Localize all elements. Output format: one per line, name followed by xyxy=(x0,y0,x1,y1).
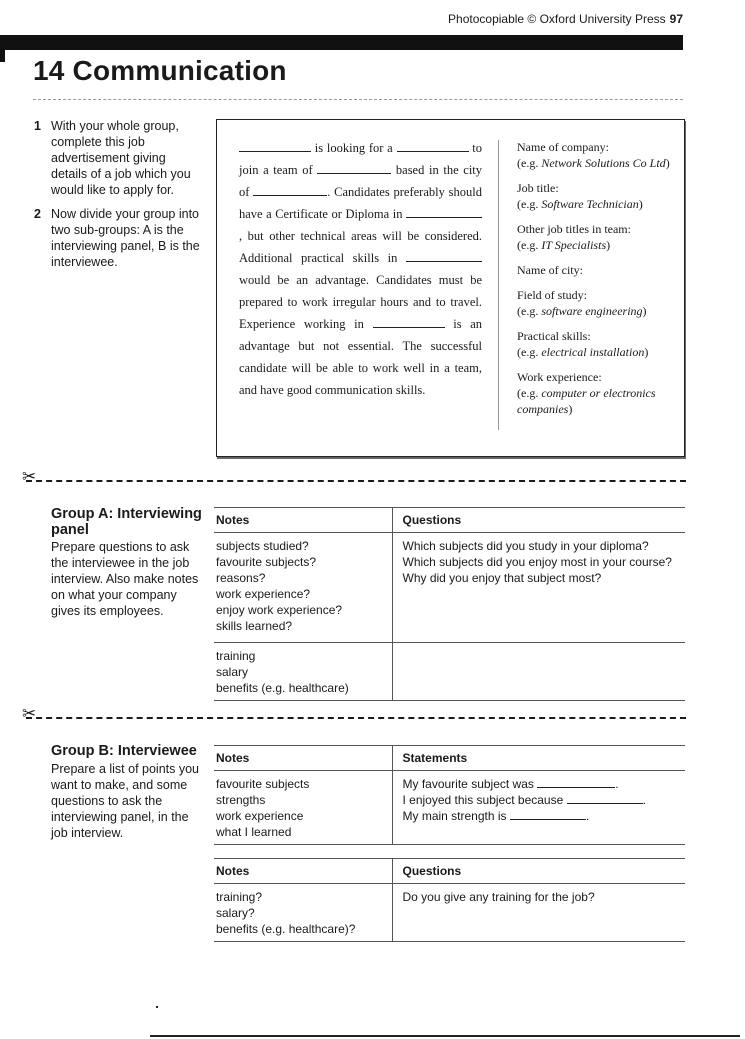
page-number: 97 xyxy=(669,12,683,26)
prompt-example: IT Specialists xyxy=(541,238,607,252)
prompt-eg: (e.g. xyxy=(517,238,542,252)
list-item: training xyxy=(216,649,256,663)
blank-field[interactable] xyxy=(537,778,615,788)
list-item: benefits (e.g. healthcare) xyxy=(216,681,349,695)
list-item: enjoy work experience? xyxy=(216,603,343,617)
notes-cell[interactable] xyxy=(214,884,392,942)
advert-fragment: is looking for a xyxy=(314,141,393,155)
prompt-field xyxy=(517,287,677,319)
blank-company[interactable] xyxy=(239,141,311,152)
cut-line xyxy=(26,480,686,482)
advert-fragment: based in the xyxy=(395,163,459,177)
prompt-label: Other job titles in team: xyxy=(517,222,631,236)
notes-cell[interactable] xyxy=(214,533,392,643)
col-header-notes: Notes xyxy=(214,746,392,771)
list-item: training? xyxy=(216,890,263,904)
col-header-statements: Statements xyxy=(392,746,685,771)
notes-cell[interactable] xyxy=(214,643,392,701)
prompt-example: Network Solutions Co Ltd xyxy=(541,156,666,170)
list-item: what I learned xyxy=(216,825,292,839)
blank-field-of-study[interactable] xyxy=(406,207,482,218)
list-item: work experience? xyxy=(216,587,311,601)
list-item: salary? xyxy=(216,906,255,920)
prompt-close: ) xyxy=(665,156,670,170)
instruction-number: 1 xyxy=(34,119,41,133)
title-divider xyxy=(33,99,683,100)
top-bar-tick xyxy=(0,35,5,62)
list-item: reasons? xyxy=(216,571,266,585)
statement-text: I enjoyed this subject because xyxy=(402,793,564,807)
prompt-eg: (e.g. xyxy=(517,304,542,318)
prompt-close: ) xyxy=(642,304,647,318)
blank-field[interactable] xyxy=(567,794,643,804)
prompt-label: Work experience: xyxy=(517,370,602,384)
prompt-team xyxy=(517,221,677,253)
list-item: strengths xyxy=(216,793,266,807)
publisher-credit: Photocopiable © Oxford University Press xyxy=(448,12,666,26)
blank-field[interactable] xyxy=(510,810,586,820)
instruction-2 xyxy=(34,206,204,270)
col-header-questions: Questions xyxy=(392,508,685,533)
group-b-instructions: Prepare a list of points you want to make, and some questions to ask the interviewing panel, in the job interview. xyxy=(51,762,199,840)
advert-fragment: . Candidates preferably should have a Certificate or Diploma in xyxy=(239,185,483,221)
prompt-example: software engineering xyxy=(541,304,643,318)
prompt-company xyxy=(517,139,677,171)
prompt-label: Job title: xyxy=(517,181,559,195)
advert-prompts xyxy=(517,139,677,426)
list-item: work experience xyxy=(216,809,304,823)
page-title: 14 Communication xyxy=(33,55,287,86)
questions-cell[interactable] xyxy=(392,643,685,701)
bottom-rule xyxy=(150,1035,740,1037)
group-a-instructions: Prepare questions to ask the interviewee in the job interview. Also make notes on what your company gives its employees. xyxy=(51,540,199,618)
blank-practical-skills[interactable] xyxy=(406,251,482,262)
prompt-eg: (e.g. xyxy=(517,197,542,211)
prompt-close: ) xyxy=(638,197,643,211)
list-item: Which subjects did you enjoy most in your course? xyxy=(402,555,672,569)
group-a-heading: Group A: Interviewing panel xyxy=(51,506,202,538)
list-item: My main strength is . xyxy=(402,809,590,823)
prompt-job-title xyxy=(517,180,677,212)
page-header xyxy=(448,12,683,26)
statements-cell[interactable] xyxy=(392,771,685,845)
advert-fragment: would be an advantage. Candidates must be prepared to work irregular hours and to travel. Experience working in xyxy=(239,273,482,331)
list-item: subjects studied? xyxy=(216,539,309,553)
list-item: salary xyxy=(216,665,249,679)
prompt-example: computer or electronics companies xyxy=(517,386,656,416)
prompt-example: Software Technician xyxy=(541,197,639,211)
instruction-text: Now divide your group into two sub-groups: A is the interviewing panel, B is the interviewee. xyxy=(51,207,200,269)
col-header-notes: Notes xyxy=(214,508,392,533)
top-bar xyxy=(0,35,683,50)
advert-fragment: to join a team of xyxy=(239,141,482,177)
list-item: skills learned? xyxy=(216,619,293,633)
list-item: Which subjects did you study in your diploma? xyxy=(402,539,649,553)
statement-text: My favourite subject was xyxy=(402,777,534,791)
group-a-table xyxy=(214,507,685,701)
advert-fragment: city of xyxy=(239,163,483,199)
instruction-text: With your whole group, complete this job advertisement giving details of a job which you would like to apply for. xyxy=(51,119,191,197)
prompt-example: electrical installation xyxy=(541,345,645,359)
questions-cell[interactable] xyxy=(392,884,685,942)
list-item: I enjoyed this subject because . xyxy=(402,793,646,807)
statement-text: My main strength is xyxy=(402,809,507,823)
advert-text xyxy=(239,137,482,401)
list-item: My favourite subject was . xyxy=(402,777,619,791)
stray-mark xyxy=(156,1006,158,1008)
list-item: benefits (e.g. healthcare)? xyxy=(216,922,356,936)
list-item: Do you give any training for the job? xyxy=(402,890,595,904)
questions-cell[interactable] xyxy=(392,533,685,643)
advert-fragment: , but other technical areas will be considered. Additional practical skills in xyxy=(239,229,482,265)
list-item: Why did you enjoy that subject most? xyxy=(402,571,602,585)
prompt-city xyxy=(517,262,677,278)
blank-work-experience[interactable] xyxy=(373,317,445,328)
prompt-close: ) xyxy=(644,345,649,359)
prompt-skills xyxy=(517,328,677,360)
instruction-number: 2 xyxy=(34,207,41,221)
prompt-label: Name of company: xyxy=(517,140,609,154)
blank-team[interactable] xyxy=(317,163,391,174)
blank-city[interactable] xyxy=(253,185,327,196)
notes-cell[interactable] xyxy=(214,771,392,845)
list-item: favourite subjects xyxy=(216,777,310,791)
advert-divider xyxy=(498,140,499,430)
prompt-experience xyxy=(517,369,677,417)
prompt-eg: (e.g. xyxy=(517,345,542,359)
prompt-eg: (e.g. xyxy=(517,386,542,400)
col-header-notes: Notes xyxy=(214,859,392,884)
prompt-label: Name of city: xyxy=(517,263,583,277)
advert-fragment: is an advantage but not essential. The successful candidate will be able to work well in a team, and have good communication skills. xyxy=(239,317,483,397)
prompt-close: ) xyxy=(568,402,573,416)
prompt-label: Field of study: xyxy=(517,288,588,302)
prompt-eg: (e.g. xyxy=(517,156,542,170)
group-b-heading: Group B: Interviewee xyxy=(51,743,197,759)
list-item: favourite subjects? xyxy=(216,555,317,569)
scissors-icon: ✂ xyxy=(22,704,37,723)
prompt-label: Practical skills: xyxy=(517,329,591,343)
cut-line xyxy=(26,717,686,719)
prompt-close: ) xyxy=(606,238,611,252)
col-header-questions: Questions xyxy=(392,859,685,884)
scissors-icon: ✂ xyxy=(22,467,37,486)
group-b-table-questions xyxy=(214,858,685,942)
instruction-1 xyxy=(34,118,204,198)
blank-job-title[interactable] xyxy=(397,141,469,152)
group-b-table-statements xyxy=(214,745,685,845)
